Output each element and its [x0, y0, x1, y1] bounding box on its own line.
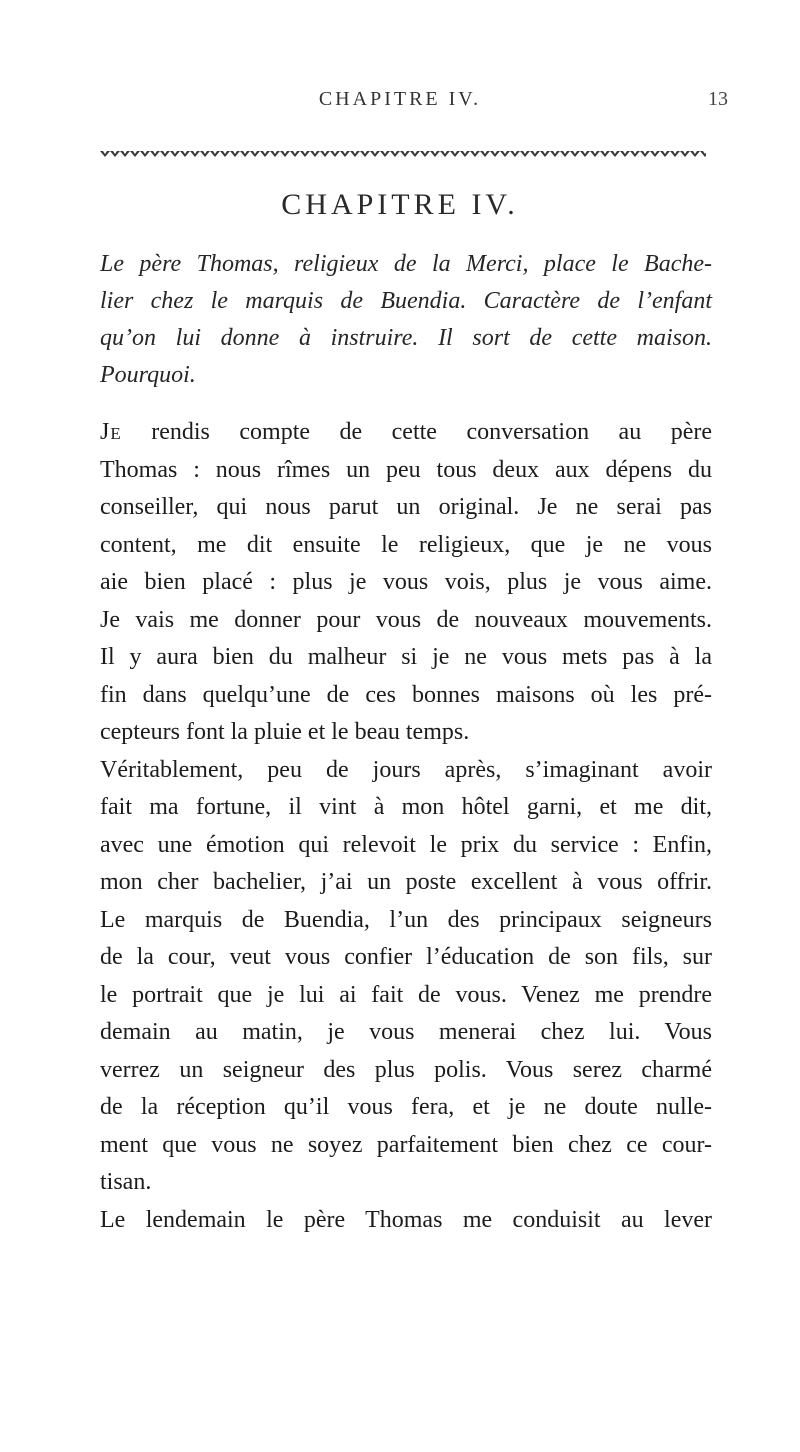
- ornament-glyph: [120, 151, 130, 157]
- ornament-glyph: [670, 151, 680, 157]
- body-line: fait ma fortune, il vint à mon hôtel garni, et me dit,: [100, 794, 712, 820]
- body-line: le portrait que je lui ai fait de vous. Venez me prendre: [100, 981, 712, 1008]
- opening-word: Je: [100, 419, 122, 445]
- body-line: Véritablement, peu de jours après, s’imaginant avoir: [100, 756, 712, 783]
- ornament-glyph: [210, 151, 220, 157]
- body-line: demain au matin, je vous menerai chez lui. Vous: [100, 1019, 712, 1045]
- body-line: aie bien placé : plus je vous vois, plus je vous aime.: [100, 569, 712, 595]
- ornament-glyph: [680, 151, 690, 157]
- body-line: [100, 414, 712, 452]
- body-line: tisan.: [100, 1169, 152, 1195]
- body-line: ment que vous ne soyez parfaitement bien chez ce cour-: [100, 1131, 712, 1158]
- ornament-glyph: [520, 151, 530, 157]
- ornament-glyph: [260, 151, 270, 157]
- ornament-glyph: [630, 151, 640, 157]
- body-line: Je vais me donner pour vous de nouveaux mouvements.: [100, 606, 712, 633]
- ornament-glyph: [410, 151, 420, 157]
- ornament-glyph: [270, 151, 280, 157]
- ornament-glyph: [490, 151, 500, 157]
- ornament-glyph: [190, 151, 200, 157]
- ornament-glyph: [570, 151, 580, 157]
- ornament-glyph: [610, 151, 620, 157]
- ornament-glyph: [510, 151, 520, 157]
- ornament-glyph: [600, 151, 610, 157]
- running-header: [0, 88, 800, 118]
- ornament-glyph: [180, 151, 190, 157]
- summary-line: lier chez le marquis de Buendia. Caractère de l’enfant: [100, 288, 712, 314]
- ornament-glyph: [540, 151, 550, 157]
- body-line: Le lendemain le père Thomas me conduisit au lever: [100, 1206, 712, 1233]
- body-line: fin dans quelqu’une de ces bonnes maisons où les pré-: [100, 681, 712, 708]
- running-title: CHAPITRE IV.: [318, 88, 482, 110]
- ornament-glyph: [150, 151, 160, 157]
- ornament-glyph: [470, 151, 480, 157]
- ornament-glyph: [460, 151, 470, 157]
- body-line: conseiller, qui nous parut un original. Je ne serai pas: [100, 494, 712, 520]
- ornament-glyph: [100, 151, 110, 157]
- ornament-glyph: [560, 151, 570, 157]
- ornament-glyph: [110, 151, 120, 157]
- ornament-glyph: [340, 151, 350, 157]
- ornament-glyph: [650, 151, 660, 157]
- ornament-glyph: [170, 151, 180, 157]
- ornament-glyph: [430, 151, 440, 157]
- ornament-glyph: [360, 151, 370, 157]
- ornament-glyph: [700, 151, 706, 157]
- ornament-glyph: [580, 151, 590, 157]
- ornament-glyph: [140, 151, 150, 157]
- body-line: de la réception qu’il vous fera, et je ne doute nulle-: [100, 1094, 712, 1120]
- body-line: Le marquis de Buendia, l’un des principaux seigneurs: [100, 906, 712, 933]
- ornament-glyph: [240, 151, 250, 157]
- ornament-glyph: [640, 151, 650, 157]
- summary-line: qu’on lui donne à instruire. Il sort de cette maison.: [100, 325, 712, 351]
- ornament-glyph: [530, 151, 540, 157]
- ornamental-rule: [100, 148, 706, 160]
- ornament-glyph: [310, 151, 320, 157]
- ornament-glyph: [130, 151, 140, 157]
- ornament-glyph: [590, 151, 600, 157]
- ornament-glyph: [230, 151, 240, 157]
- ornament-glyph: [290, 151, 300, 157]
- ornament-glyph: [440, 151, 450, 157]
- ornament-glyph: [250, 151, 260, 157]
- body-line: content, me dit ensuite le religieux, que je ne vous: [100, 531, 712, 558]
- ornament-glyph: [350, 151, 360, 157]
- body-line: verrez un seigneur des plus polis. Vous serez charmé: [100, 1056, 712, 1083]
- ornament-glyph: [620, 151, 630, 157]
- body-line: cepteurs font la pluie et le beau temps.: [100, 719, 470, 745]
- ornament-glyph: [370, 151, 380, 157]
- body-line: Thomas : nous rîmes un peu tous deux aux dépens du: [100, 456, 712, 483]
- body-text: [100, 414, 712, 1239]
- chapter-summary: [100, 246, 712, 394]
- ornament-glyph: [200, 151, 210, 157]
- ornament-glyph: [300, 151, 310, 157]
- ornament-glyph: [330, 151, 340, 157]
- body-line: avec une émotion qui relevoit le prix du service : Enfin,: [100, 831, 712, 858]
- body-line: Il y aura bien du malheur si je ne vous mets pas à la: [100, 644, 712, 670]
- ornament-glyph: [660, 151, 670, 157]
- body-line: de la cour, veut vous confier l’éducation de son fils, sur: [100, 944, 712, 970]
- body-line-text: rendis compte de cette conversation au père: [121, 419, 712, 445]
- ornament-glyph: [550, 151, 560, 157]
- ornament-glyph: [390, 151, 400, 157]
- ornament-glyph: [320, 151, 330, 157]
- ornament-glyph: [480, 151, 490, 157]
- summary-line: Pourquoi.: [100, 362, 196, 388]
- chapter-title: CHAPITRE IV.: [281, 188, 519, 221]
- ornament-glyph: [280, 151, 290, 157]
- summary-line: Le père Thomas, religieux de la Merci, place le Bache-: [100, 251, 712, 277]
- ornament-glyph: [420, 151, 430, 157]
- ornament-glyph: [220, 151, 230, 157]
- ornament-glyph: [160, 151, 170, 157]
- ornament-glyph: [690, 151, 700, 157]
- ornament-glyph: [450, 151, 460, 157]
- body-line: mon cher bachelier, j’ai un poste excellent à vous offrir.: [100, 869, 712, 895]
- ornament-glyph: [380, 151, 390, 157]
- ornament-glyph: [400, 151, 410, 157]
- ornament-glyph: [500, 151, 510, 157]
- page-number: 13: [708, 88, 728, 110]
